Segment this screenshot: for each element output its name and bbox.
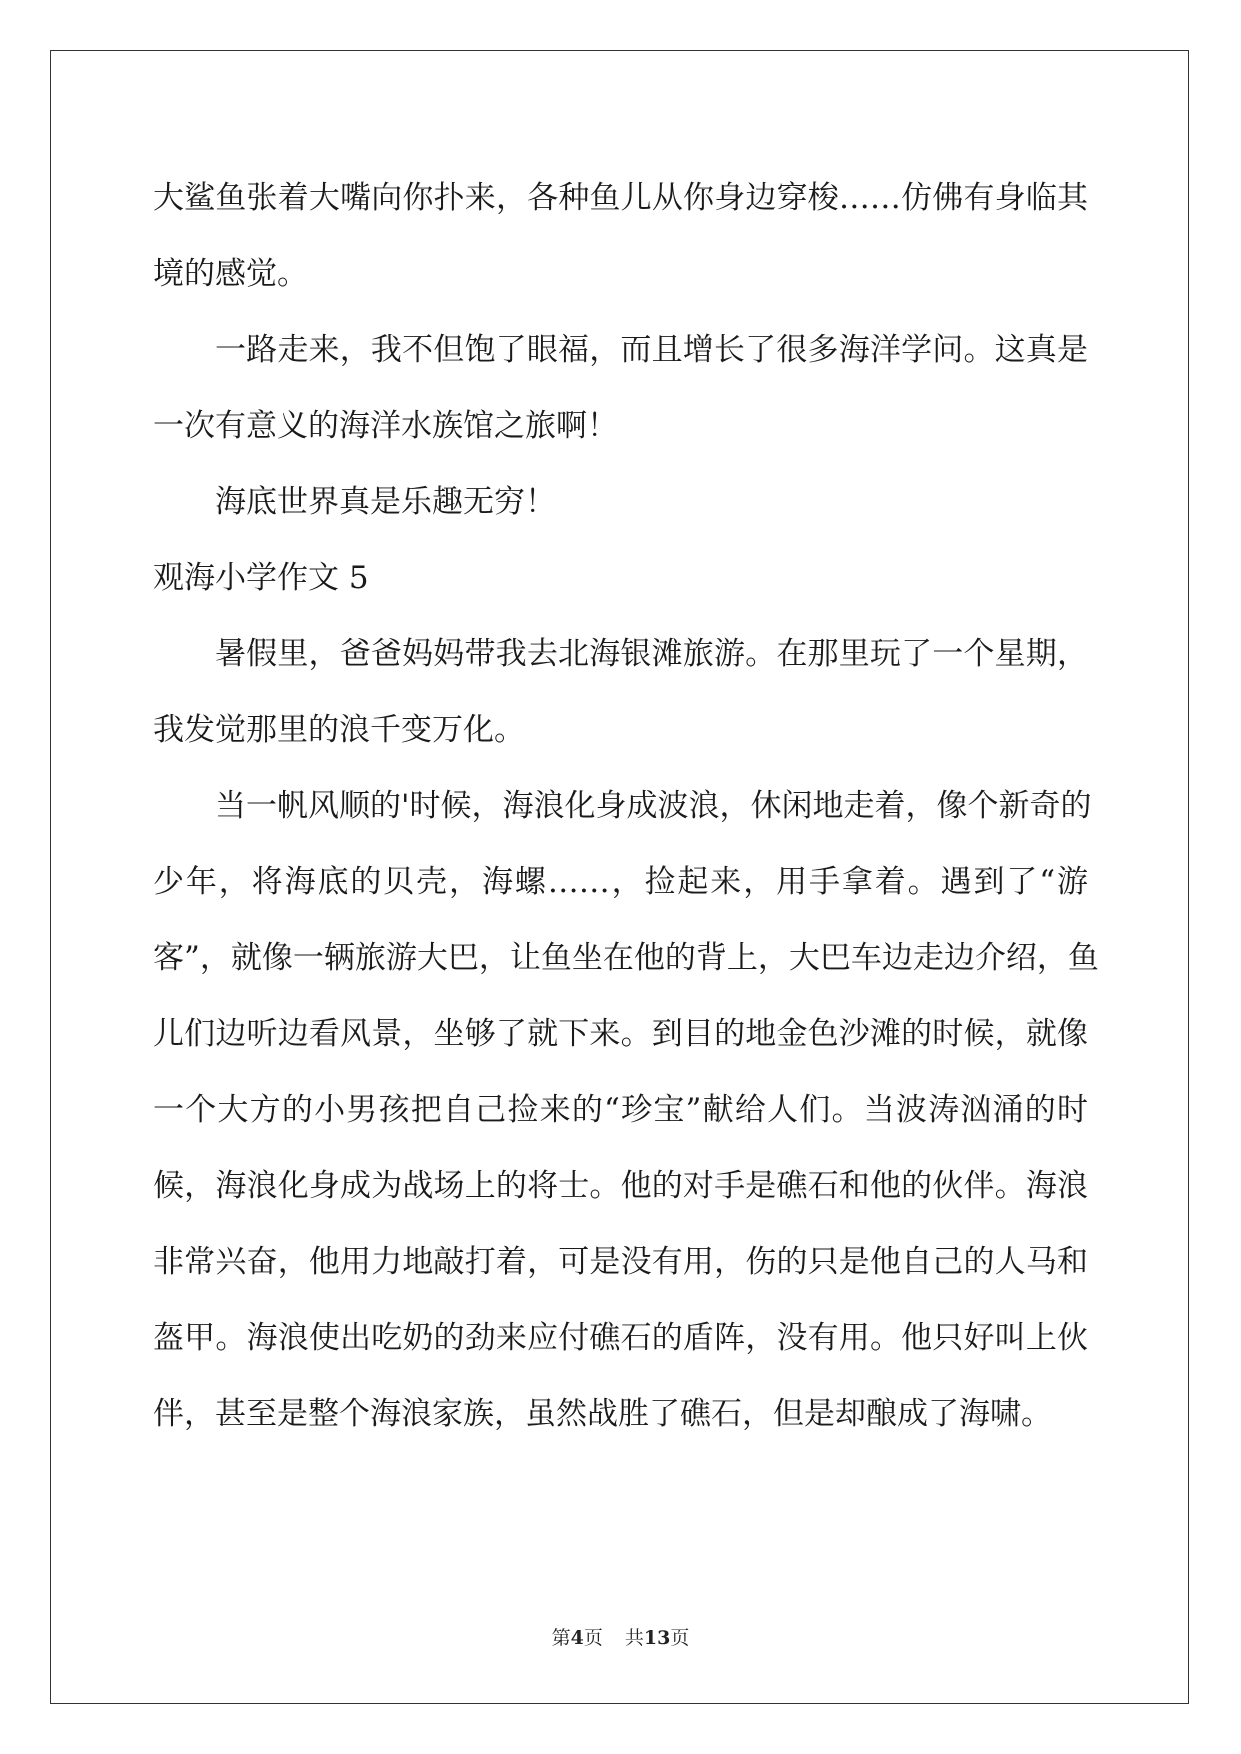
section-heading: 观海小学作文 5 xyxy=(153,560,369,596)
total-suffix: 页 xyxy=(670,1627,690,1649)
text-line: 一路走来，我不但饱了眼福，而且增长了很多海洋学问。这真是 xyxy=(215,332,1088,368)
page-prefix: 第 xyxy=(551,1627,571,1649)
text-line: 海底世界真是乐趣无穷！ xyxy=(215,484,556,520)
text-line: 少年，将海底的贝壳，海螺……，捡起来，用手拿着。遇到了“游 xyxy=(153,864,1088,900)
text-line: 我发觉那里的浪千变万化。 xyxy=(153,712,525,748)
text-line: 伴，甚至是整个海浪家族，虽然战胜了礁石，但是却酿成了海啸。 xyxy=(153,1396,1052,1432)
text-line: 盔甲。海浪使出吃奶的劲来应付礁石的盾阵，没有用。他只好叫上伙 xyxy=(153,1320,1088,1356)
page-suffix: 页 xyxy=(583,1627,603,1649)
page-footer xyxy=(0,1623,1241,1650)
text-line: 境的感觉。 xyxy=(153,256,308,292)
text-line: 一次有意义的海洋水族馆之旅啊！ xyxy=(153,408,618,444)
text-line: 大鲨鱼张着大嘴向你扑来，各种鱼儿从你身边穿梭……仿佛有身临其 xyxy=(153,180,1088,216)
text-line: 候，海浪化身成为战场上的将士。他的对手是礁石和他的伙伴。海浪 xyxy=(153,1168,1088,1204)
text-line: 一个大方的小男孩把自己捡来的“珍宝”献给人们。当波涛汹涌的时 xyxy=(153,1092,1088,1128)
text-line: 客”，就像一辆旅游大巴，让鱼坐在他的背上，大巴车边走边介绍，鱼 xyxy=(153,940,1099,976)
text-line: 非常兴奋，他用力地敲打着，可是没有用，伤的只是他自己的人马和 xyxy=(153,1244,1088,1280)
page-total-number: 13 xyxy=(643,1627,671,1649)
text-line: 当一帆风顺的'时候，海浪化身成波浪，休闲地走着，像个新奇的 xyxy=(215,788,1092,824)
page-current-number: 4 xyxy=(570,1627,584,1649)
text-line: 暑假里，爸爸妈妈带我去北海银滩旅游。在那里玩了一个星期， xyxy=(215,636,1088,672)
document-body xyxy=(153,160,1099,1452)
total-prefix: 共 xyxy=(624,1627,644,1649)
text-line: 儿们边听边看风景，坐够了就下来。到目的地金色沙滩的时候，就像 xyxy=(153,1016,1088,1052)
